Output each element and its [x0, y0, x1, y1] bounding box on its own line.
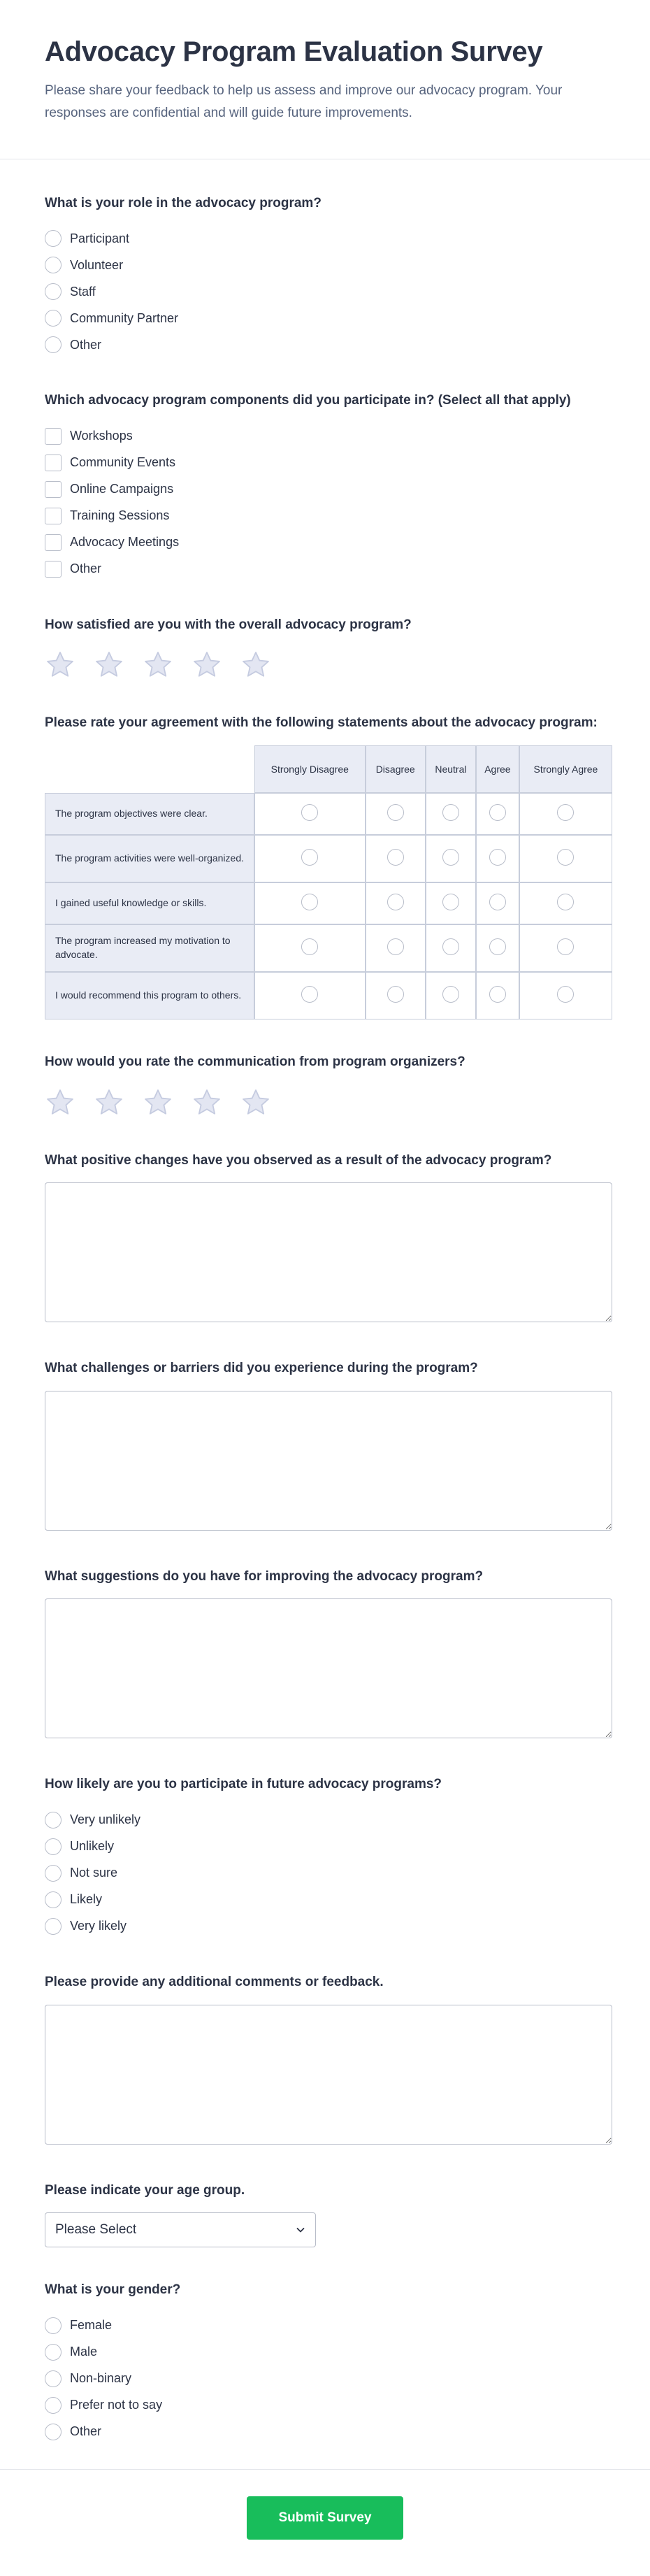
matrix-radio[interactable]	[442, 804, 459, 821]
checkbox-option[interactable]	[45, 450, 612, 476]
comments-textarea[interactable]	[45, 2005, 612, 2145]
question-label: What is your gender?	[45, 2282, 181, 2298]
positive-changes-textarea[interactable]	[45, 1182, 612, 1322]
option-label: Community Events	[70, 455, 176, 470]
radio-button[interactable]	[45, 1865, 62, 1882]
matrix-column-header: Disagree	[366, 745, 426, 793]
star-icon[interactable]	[143, 650, 173, 680]
checkbox[interactable]	[45, 428, 62, 445]
option-label: Online Campaigns	[70, 482, 174, 496]
question-label: What challenges or barriers did you experience during the program?	[45, 1361, 478, 1376]
survey-form	[0, 194, 650, 2445]
star-icon[interactable]	[240, 1087, 271, 1118]
challenges-textarea[interactable]	[45, 1391, 612, 1531]
matrix-radio[interactable]	[442, 894, 459, 910]
option-label: Female	[70, 2318, 113, 2333]
star-rating	[45, 650, 612, 680]
matrix-radio[interactable]	[489, 849, 506, 866]
question-age-group	[45, 2182, 612, 2248]
option-label: Volunteer	[70, 257, 124, 272]
matrix-column-header: Agree	[476, 745, 519, 793]
question-label: Which advocacy program components did you participate in? (Select all that apply)	[45, 393, 571, 408]
question-label: How would you rate the communication from program organizers?	[45, 1054, 465, 1069]
radio-button[interactable]	[45, 2424, 62, 2440]
matrix-radio[interactable]	[301, 894, 318, 910]
radio-button[interactable]	[45, 2370, 62, 2387]
radio-option[interactable]	[45, 2312, 612, 2339]
radio-option[interactable]	[45, 2339, 612, 2366]
radio-button[interactable]	[45, 1918, 62, 1935]
option-label: Other	[70, 2424, 102, 2439]
radio-button[interactable]	[45, 310, 62, 327]
radio-button[interactable]	[45, 1812, 62, 1829]
question-suggestions	[45, 1568, 612, 1743]
matrix-row-label: The program increased my motivation to advocate.	[45, 924, 254, 972]
question-label: What suggestions do you have for improving the advocacy program?	[45, 1568, 484, 1584]
matrix-radio[interactable]	[489, 894, 506, 910]
checkbox[interactable]	[45, 481, 62, 498]
matrix-radio[interactable]	[301, 804, 318, 821]
star-icon[interactable]	[143, 1087, 173, 1118]
radio-option[interactable]	[45, 2392, 612, 2419]
radio-option[interactable]	[45, 1833, 612, 1860]
checkbox-option[interactable]	[45, 529, 612, 556]
matrix-radio[interactable]	[387, 804, 404, 821]
question-label: Please indicate your age group.	[45, 2182, 245, 2198]
matrix-column-header: Strongly Disagree	[254, 745, 366, 793]
matrix-row	[45, 972, 612, 1019]
radio-button[interactable]	[45, 2344, 62, 2361]
radio-option[interactable]	[45, 225, 612, 252]
checkbox[interactable]	[45, 455, 62, 471]
star-icon[interactable]	[45, 650, 75, 680]
radio-option[interactable]	[45, 305, 612, 331]
question-components	[45, 392, 612, 582]
question-role	[45, 194, 612, 359]
radio-button[interactable]	[45, 2397, 62, 2414]
question-positive-changes	[45, 1152, 612, 1326]
radio-option[interactable]	[45, 1807, 612, 1833]
question-additional-comments	[45, 1973, 612, 2148]
radio-option[interactable]	[45, 1887, 612, 1913]
matrix-row-label: The program objectives were clear.	[45, 793, 254, 835]
option-label: Male	[70, 2345, 98, 2359]
matrix-row	[45, 924, 612, 972]
matrix-column-header: Neutral	[426, 745, 476, 793]
option-label: Non-binary	[70, 2371, 132, 2386]
option-label: Staff	[70, 284, 96, 299]
option-label: Very unlikely	[70, 1812, 141, 1827]
matrix-radio[interactable]	[387, 849, 404, 866]
radio-option[interactable]	[45, 1913, 612, 1940]
matrix-radio[interactable]	[489, 804, 506, 821]
age-group-select[interactable]	[45, 2212, 316, 2247]
radio-button[interactable]	[45, 336, 62, 353]
matrix-row-label: I gained useful knowledge or skills.	[45, 882, 254, 924]
option-label: Other	[70, 561, 102, 576]
option-label: Unlikely	[70, 1839, 115, 1854]
matrix-radio[interactable]	[489, 938, 506, 955]
star-icon[interactable]	[94, 1087, 124, 1118]
radio-button[interactable]	[45, 257, 62, 273]
matrix-row	[45, 882, 612, 924]
matrix-radio[interactable]	[387, 986, 404, 1003]
question-satisfaction	[45, 616, 612, 681]
radio-button[interactable]	[45, 1891, 62, 1908]
option-label: Not sure	[70, 1866, 118, 1880]
option-label: Training Sessions	[70, 508, 170, 523]
question-matrix	[45, 714, 612, 1019]
matrix-radio[interactable]	[442, 938, 459, 955]
option-label: Prefer not to say	[70, 2398, 163, 2412]
matrix-radio[interactable]	[301, 849, 318, 866]
radio-button[interactable]	[45, 1838, 62, 1855]
matrix-row	[45, 835, 612, 882]
option-label: Workshops	[70, 429, 133, 443]
matrix-radio[interactable]	[557, 804, 574, 821]
matrix-radio[interactable]	[387, 938, 404, 955]
option-label: Very likely	[70, 1919, 127, 1933]
star-icon[interactable]	[94, 650, 124, 680]
radio-button[interactable]	[45, 2317, 62, 2334]
radio-option[interactable]	[45, 331, 612, 358]
star-rating	[45, 1087, 612, 1118]
radio-button[interactable]	[45, 230, 62, 247]
checkbox-option[interactable]	[45, 476, 612, 503]
matrix-corner	[45, 745, 254, 793]
question-label: Please rate your agreement with the following statements about the advocacy program:	[45, 715, 598, 731]
radio-option[interactable]	[45, 2419, 612, 2445]
suggestions-textarea[interactable]	[45, 1598, 612, 1738]
matrix-row	[45, 793, 612, 835]
matrix-radio[interactable]	[557, 894, 574, 910]
radio-option[interactable]	[45, 1860, 612, 1887]
option-label: Community Partner	[70, 310, 179, 325]
matrix-column-header: Strongly Agree	[519, 745, 612, 793]
radio-option[interactable]	[45, 252, 612, 278]
checkbox[interactable]	[45, 561, 62, 578]
star-icon[interactable]	[240, 650, 271, 680]
radio-button[interactable]	[45, 283, 62, 300]
matrix-radio[interactable]	[442, 986, 459, 1003]
chevron-down-icon	[296, 2225, 305, 2235]
question-communication	[45, 1053, 612, 1118]
matrix-radio[interactable]	[557, 938, 574, 955]
matrix-radio[interactable]	[301, 938, 318, 955]
question-gender	[45, 2281, 612, 2445]
option-label: Likely	[70, 1892, 103, 1907]
form-description: Please share your feedback to help us assess and improve our advocacy program. Your responses are confidential and will guide future improvements.	[45, 83, 563, 121]
matrix-radio[interactable]	[301, 986, 318, 1003]
matrix-radio[interactable]	[557, 849, 574, 866]
star-icon[interactable]	[45, 1087, 75, 1118]
matrix-row-label: The program activities were well-organized.	[45, 835, 254, 882]
checkbox[interactable]	[45, 534, 62, 551]
matrix-row-label: I would recommend this program to others.	[45, 972, 254, 1019]
matrix-radio[interactable]	[489, 986, 506, 1003]
agreement-matrix	[45, 745, 612, 1019]
star-icon[interactable]	[192, 1087, 222, 1118]
radio-option[interactable]	[45, 278, 612, 305]
matrix-radio[interactable]	[442, 849, 459, 866]
question-label: How likely are you to participate in future advocacy programs?	[45, 1777, 442, 1792]
matrix-radio[interactable]	[557, 986, 574, 1003]
matrix-radio[interactable]	[387, 894, 404, 910]
submit-button[interactable]: Submit Survey	[247, 2496, 403, 2540]
question-label: What is your role in the advocacy program?	[45, 195, 322, 210]
question-label: How satisfied are you with the overall advocacy program?	[45, 617, 412, 632]
question-challenges	[45, 1359, 612, 1534]
checkbox-option[interactable]	[45, 556, 612, 582]
option-label: Advocacy Meetings	[70, 535, 180, 550]
select-value: Please Select	[55, 2222, 137, 2238]
question-label: Please provide any additional comments or feedback.	[45, 1974, 384, 1989]
star-icon[interactable]	[192, 650, 222, 680]
form-header	[0, 0, 650, 159]
radio-option[interactable]	[45, 2366, 612, 2392]
checkbox[interactable]	[45, 508, 62, 524]
checkbox-option[interactable]	[45, 423, 612, 450]
checkbox-option[interactable]	[45, 503, 612, 529]
form-title: Advocacy Program Evaluation Survey	[45, 36, 543, 67]
option-label: Participant	[70, 231, 130, 245]
question-label: What positive changes have you observed as a result of the advocacy program?	[45, 1152, 552, 1168]
option-label: Other	[70, 337, 102, 352]
question-future-participation	[45, 1775, 612, 1940]
